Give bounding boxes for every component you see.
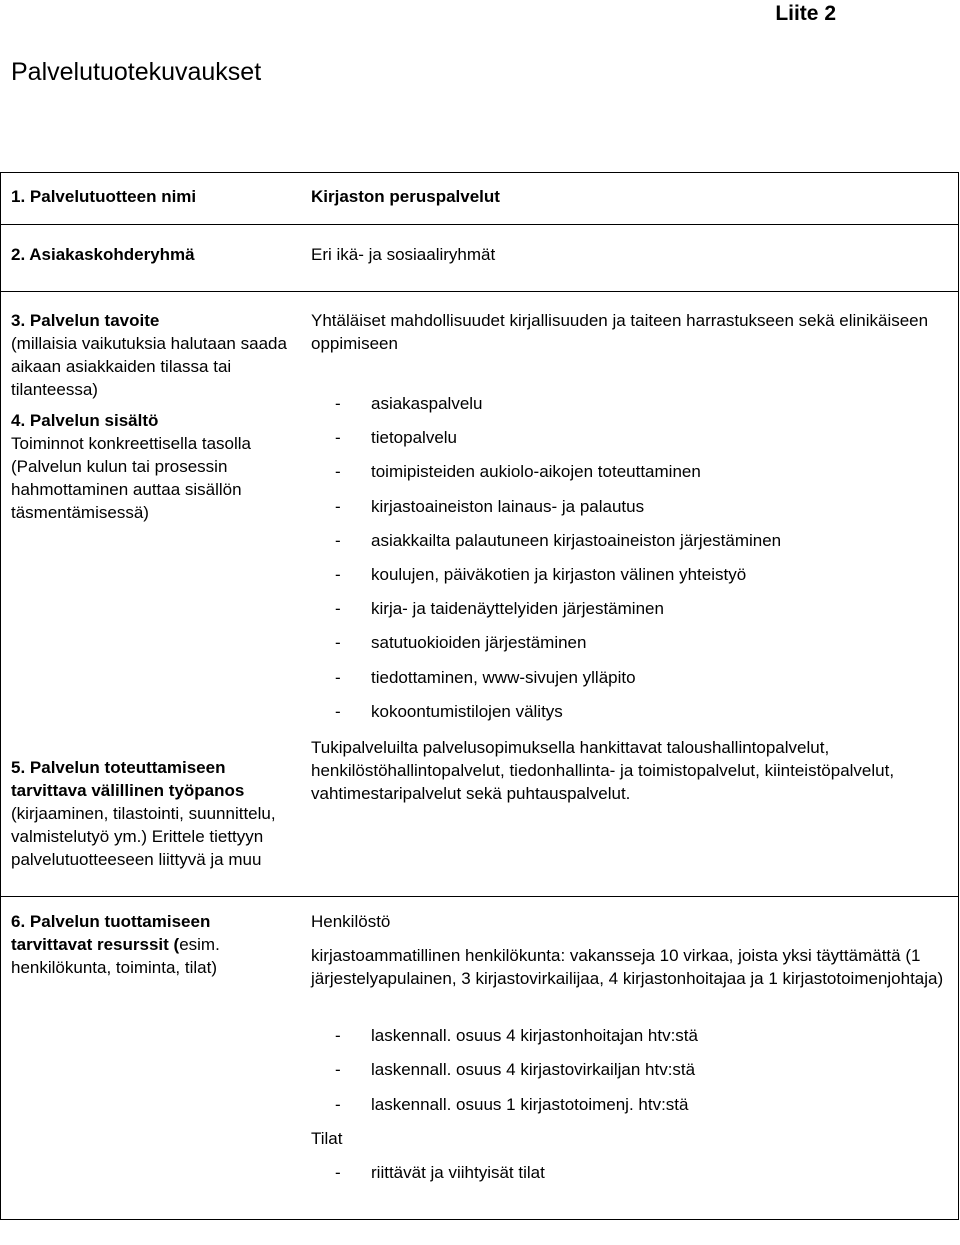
value-resources (301, 897, 958, 1219)
goal-value: Yhtäläiset mahdollisuudet kirjallisuuden ja taiteen harrastukseen sekä elinikäiseen oppimiseen (311, 311, 929, 353)
goal-label (11, 309, 287, 409)
staff-list (311, 1024, 948, 1127)
list-item: - riittävät ja viihtyisät tilat (335, 1162, 545, 1182)
list-item: - kirjastoaineiston lainaus- ja palautus (335, 496, 645, 516)
row-target-group (1, 224, 958, 291)
list-item: - laskennall. osuus 4 kirjastovirkailjan htv:stä (335, 1060, 696, 1080)
list-item: - laskennall. osuus 1 kirjastotoimenj. htv:stä (335, 1094, 689, 1114)
content-title: 4. Palvelun sisältö (11, 411, 159, 430)
service-table (0, 172, 959, 1220)
value-service-name: Kirjaston peruspalvelut (311, 187, 500, 206)
row-resources (1, 896, 958, 1219)
staff-heading: Henkilöstö (311, 912, 391, 931)
row-service-name (1, 173, 958, 224)
row-content (1, 291, 958, 896)
spaces-heading: Tilat (311, 1128, 343, 1148)
list-item: - asiakaspalvelu (335, 394, 483, 413)
indirect-work-label (11, 756, 287, 871)
appendix-label: Liite 2 (775, 2, 836, 25)
indirect-work-title: 5. Palvelun toteuttamiseen tarvittava välillinen työpanos (11, 758, 245, 800)
label-resources (1, 897, 301, 1219)
spaces-list (311, 1161, 948, 1195)
list-item: - tietopalvelu (335, 428, 458, 448)
label-service-name: 1. Palvelutuotteen nimi (11, 187, 197, 206)
indirect-work-value: Tukipalveluilta palvelusopimuksella hankittavat taloushallintopalvelut, henkilöstöhallintopalvelut, tiedonhallinta- ja toimistopalvelut, kiinteistöpalvelut, vahtimestaripalvelut sekä puhtauspalvelut. (311, 738, 895, 803)
label-target-group: 2. Asiakaskohderyhmä (11, 245, 195, 264)
content-label (11, 409, 287, 756)
list-item: - koulujen, päiväkotien ja kirjaston välinen yhteistyö (335, 564, 747, 584)
value-target-group: Eri ikä- ja sosiaaliryhmät (311, 245, 496, 264)
list-item: - satutuokioiden järjestäminen (335, 633, 587, 653)
value-column (301, 292, 958, 896)
staff-text: kirjastoammatillinen henkilökunta: vakansseja 10 virkaa, joista yksi täyttämättä (1 järjestelyapulainen, 3 kirjastovirkailijaa, 4 kirjastonhoitajaa ja 1 kirjastotoimenjohtaja) (311, 946, 944, 988)
list-item: - toimipisteiden aukiolo-aikojen toteuttaminen (335, 462, 701, 482)
content-note: Toiminnot konkreettisella tasolla (Palvelun kulun tai prosessin hahmottaminen auttaa sisällön täsmentämisessä) (11, 434, 252, 522)
list-item: - kirja- ja taidenäyttelyiden järjestäminen (335, 599, 664, 619)
list-item: - asiakkailta palautuneen kirjastoaineiston järjestäminen (335, 530, 782, 550)
label-column (1, 292, 301, 896)
list-item: - tiedottaminen, www-sivujen ylläpito (335, 667, 636, 687)
list-item: - kokoontumistilojen välitys (335, 701, 563, 721)
list-item: - laskennall. osuus 4 kirjastonhoitajan htv:stä (335, 1026, 698, 1045)
resources-title: 6. Palvelun tuottamiseen tarvittavat resurssit ( (11, 912, 211, 954)
content-list (311, 392, 948, 734)
indirect-work-note: (kirjaaminen, tilastointi, suunnittelu, valmistelutyö ym.) Erittele tiettyyn palvelutuotteeseen liittyvä ja muu (11, 804, 276, 869)
resources-note: esim. henkilökunta, toiminta, tilat) (11, 935, 220, 977)
page-title: Palvelutuotekuvaukset (11, 58, 262, 86)
goal-title: 3. Palvelun tavoite (11, 311, 160, 330)
goal-note: (millaisia vaikutuksia halutaan saada aikaan asiakkaiden tilassa tai tilanteessa) (11, 334, 287, 399)
